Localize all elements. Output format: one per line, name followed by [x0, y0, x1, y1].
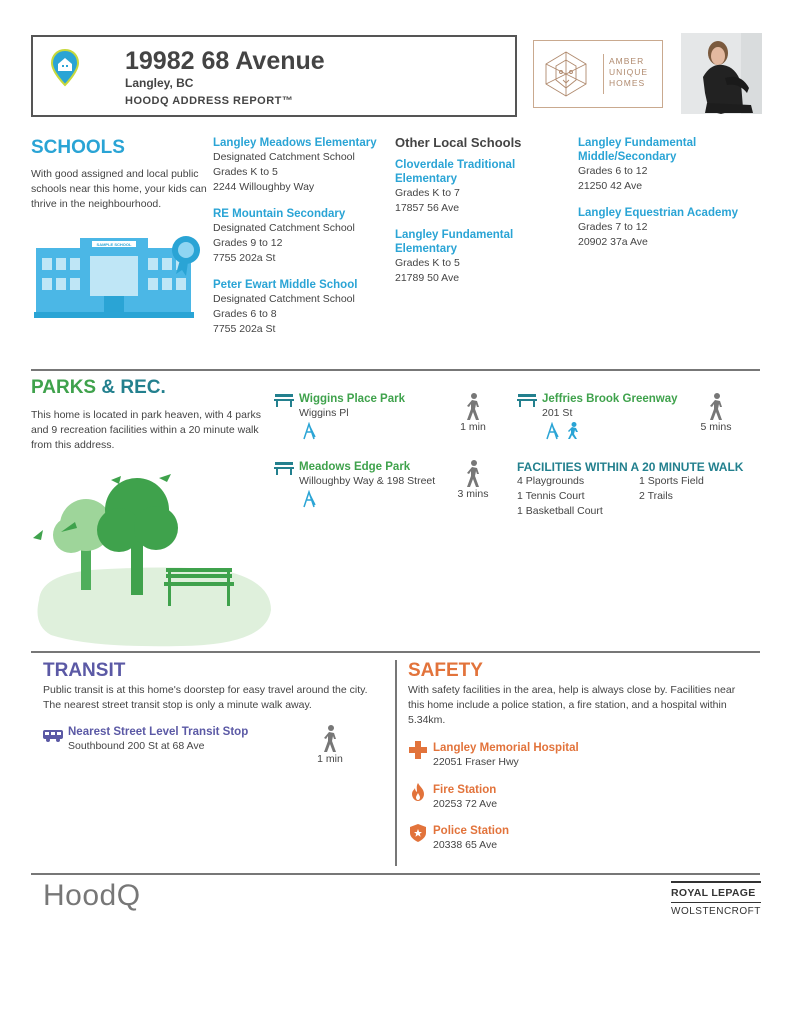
brokerage-logo [671, 881, 761, 917]
facilities-list-1 [517, 474, 603, 519]
brand-line-1: AMBER [609, 56, 645, 66]
school-type: Designated Catchment School [213, 151, 355, 163]
bus-icon [43, 728, 63, 747]
trail-runner-icon [566, 422, 580, 445]
section-divider [31, 369, 760, 371]
hospital-cross-icon [409, 741, 427, 764]
school-item[interactable] [213, 278, 383, 337]
school-grades: Grades 7 to 12 [578, 221, 648, 233]
park-address: Wiggins Pl [299, 407, 349, 419]
catchment-schools-list [213, 136, 383, 337]
other-schools-list-2 [578, 136, 758, 250]
school-name[interactable]: Langley Fundamental Elementary [395, 229, 514, 255]
school-grades: Grades 6 to 8 [213, 308, 277, 320]
safety-description: With safety facilities in the area, help is always close by. Facilities near this home include a police station, a fire station, and a hospital within 5.34km. [408, 684, 736, 726]
other-schools-heading: Other Local Schools [395, 135, 522, 150]
school-grades: Grades K to 5 [395, 257, 460, 269]
safety-item[interactable] [433, 783, 497, 812]
other-schools-list-1 [395, 158, 565, 286]
school-sign-text: SAMPLE SCHOOL [96, 242, 132, 247]
brokerage-name: ROYAL LEPAGE [671, 887, 756, 899]
column-divider [395, 660, 397, 866]
brand-line-2: UNIQUE [609, 67, 649, 77]
school-item[interactable] [395, 228, 565, 286]
playground-icon [301, 422, 317, 445]
school-address: 20902 37a Ave [578, 236, 648, 248]
walk-time: 3 mins [457, 488, 489, 500]
schools-title: SCHOOLS [31, 137, 125, 158]
report-label: HOODQ ADDRESS REPORT™ [125, 95, 294, 107]
schools-description: With good assigned and local public schools near this home, your kids can thrive in the neighbourhood. [31, 168, 207, 210]
school-item[interactable] [213, 136, 383, 195]
facility-item: 2 Trails [639, 490, 673, 502]
facilities-title-text: FACILITIES WITHIN A 20 MINUTE WALK [517, 460, 744, 474]
safety-item[interactable] [433, 824, 509, 853]
transit-title: TRANSIT [43, 660, 126, 681]
facility-item: 1 Tennis Court [517, 490, 585, 502]
school-address: 17857 56 Ave [395, 202, 460, 214]
park-address: 201 St [542, 407, 573, 419]
park-bench-icon [517, 392, 537, 413]
park-address: Willoughby Way & 198 Street [299, 475, 436, 487]
school-address: 21789 50 Ave [395, 272, 460, 284]
facilities-title [517, 460, 743, 474]
school-item[interactable] [395, 158, 565, 216]
safety-name[interactable]: Langley Memorial Hospital [433, 742, 579, 754]
address-title: 19982 68 Avenue [125, 47, 325, 75]
school-item[interactable] [578, 206, 758, 250]
footer-divider [31, 873, 760, 875]
facilities-list-2 [639, 474, 704, 504]
walk-time: 1 min [317, 753, 343, 765]
section-divider [31, 651, 760, 653]
school-type: Designated Catchment School [213, 293, 355, 305]
playground-icon [301, 490, 317, 513]
park-bench-icon [274, 460, 294, 481]
school-address: 7755 202a St [213, 323, 276, 335]
facility-item: 4 Playgrounds [517, 475, 585, 487]
school-name[interactable]: Langley Fundamental Middle/Secondary [578, 137, 697, 163]
school-address: 7755 202a St [213, 252, 276, 264]
transit-stop-address: Southbound 200 St at 68 Ave [68, 740, 205, 752]
safety-address: 20253 72 Ave [433, 798, 498, 810]
school-address: 2244 Willoughby Way [213, 181, 315, 193]
facility-item: 1 Basketball Court [517, 505, 603, 517]
park-name[interactable]: Wiggins Place Park [299, 393, 405, 405]
safety-name[interactable]: Police Station [433, 825, 510, 837]
address-city: Langley, BC [125, 76, 194, 90]
school-grades: Grades 9 to 12 [213, 237, 283, 249]
park-item[interactable] [542, 392, 678, 421]
school-item[interactable] [578, 136, 758, 194]
park-name[interactable]: Jeffries Brook Greenway [542, 393, 678, 405]
school-name[interactable]: Cloverdale Traditional Elementary [395, 159, 516, 185]
park-item[interactable] [299, 392, 405, 421]
transit-stop-item[interactable] [68, 725, 248, 754]
safety-item[interactable] [433, 741, 579, 770]
park-name[interactable]: Meadows Edge Park [299, 461, 411, 473]
park-bench-icon [274, 392, 294, 413]
park-item[interactable] [299, 460, 435, 489]
school-building-icon [34, 232, 209, 325]
school-item[interactable] [213, 207, 383, 266]
school-grades: Grades K to 7 [395, 187, 460, 199]
parks-description: This home is located in park heaven, with 4 parks and 9 recreation facilities within a 20 minute walk from this address. [31, 409, 261, 451]
brokerage-office: WOLSTENCROFT [671, 906, 761, 917]
school-grades: Grades 6 to 12 [578, 165, 648, 177]
brand-name [609, 56, 648, 89]
school-name[interactable]: Peter Ewart Middle School [213, 279, 358, 291]
police-badge-icon [410, 824, 426, 847]
park-illustration-icon [31, 470, 276, 653]
safety-address: 20338 65 Ave [433, 839, 498, 851]
safety-name[interactable]: Fire Station [433, 784, 497, 796]
safety-address: 22051 Fraser Hwy [433, 756, 519, 768]
walk-time: 5 mins [700, 421, 732, 433]
agent-photo [681, 33, 762, 114]
parks-title [31, 377, 166, 399]
parks-title-a: PARKS [31, 377, 97, 398]
school-name[interactable]: Langley Equestrian Academy [578, 207, 738, 219]
playground-icon [544, 422, 560, 445]
school-name[interactable]: RE Mountain Secondary [213, 208, 346, 220]
hoodq-logo: HoodQ [43, 879, 141, 912]
school-type: Designated Catchment School [213, 222, 355, 234]
walk-time: 1 min [460, 421, 486, 433]
brand-line-3: HOMES [609, 78, 646, 88]
safety-title: SAFETY [408, 660, 483, 681]
transit-stop-label[interactable]: Nearest Street Level Transit Stop [68, 726, 249, 738]
home-pin-icon [50, 48, 80, 93]
fire-icon [411, 783, 425, 806]
school-address: 21250 42 Ave [578, 180, 643, 192]
brand-divider [603, 54, 604, 94]
transit-description: Public transit is at this home's doorstep for easy travel around the city. The nearest street transit stop is only a minute walk away. [43, 684, 368, 711]
lion-logo-icon [543, 50, 589, 103]
parks-title-amp: & [96, 377, 121, 398]
parks-title-b: REC. [120, 377, 166, 398]
facility-item: 1 Sports Field [639, 475, 704, 487]
school-name[interactable]: Langley Meadows Elementary [213, 137, 377, 149]
school-grades: Grades K to 5 [213, 166, 278, 178]
